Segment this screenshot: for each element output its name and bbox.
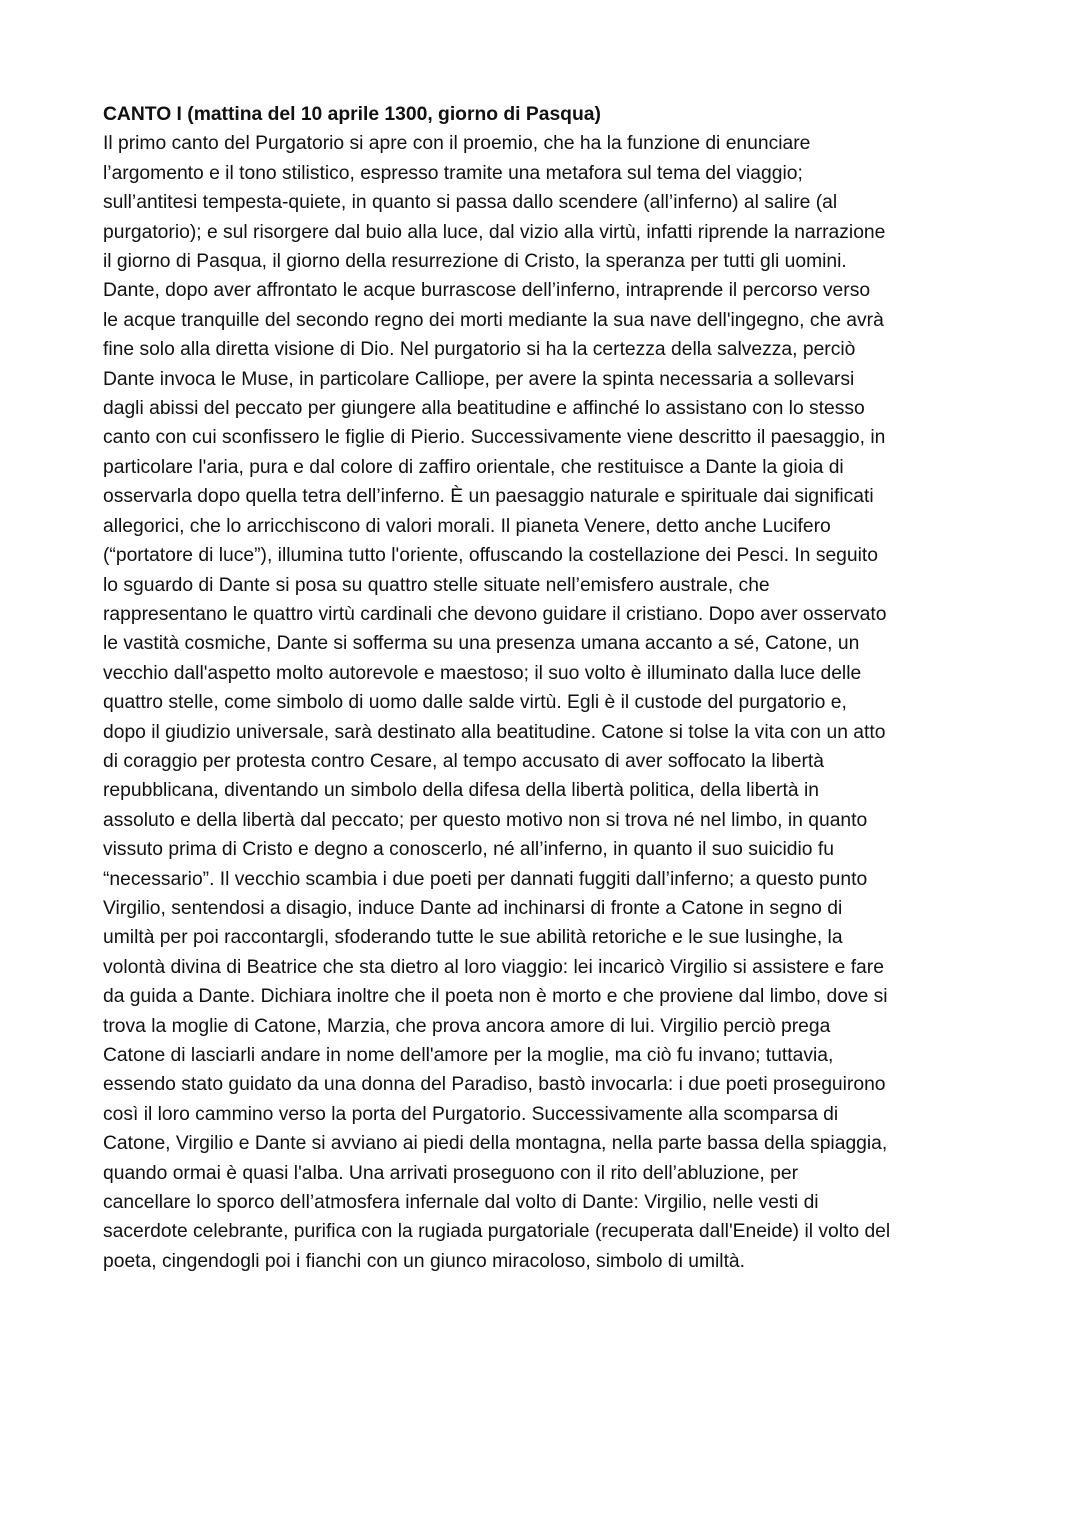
paragraph-line: particolare l'aria, pura e dal colore di zaffiro orientale, che restituisce a Dante la gioia di [103,456,844,478]
paragraph-line: Virgilio, sentendosi a disagio, induce Dante ad inchinarsi di fronte a Catone in segno di [103,897,843,919]
paragraph-line: quattro stelle, come simbolo di uomo dalle salde virtù. Egli è il custode del purgatorio e, [103,692,847,714]
paragraph-line: fine solo alla diretta visione di Dio. Nel purgatorio si ha la certezza della salvezza, perciò [103,339,856,361]
paragraph-line: trova la moglie di Catone, Marzia, che prova ancora amore di lui. Virgilio perciò prega [103,1015,831,1037]
paragraph-line: da guida a Dante. Dichiara inoltre che il poeta non è morto e che proviene dal limbo, dove si [103,986,888,1008]
paragraph-line: poeta, cingendogli poi i fianchi con un giunco miracoloso, simbolo di umiltà. [103,1250,746,1272]
paragraph-line: le acque tranquille del secondo regno dei morti mediante la sua nave dell'ingegno, che avrà [103,309,884,331]
paragraph-line: sull’antitesi tempesta-quiete, in quanto si passa dallo scendere (all’inferno) al salire (al [103,192,838,214]
paragraph-line: vecchio dall'aspetto molto autorevole e maestoso; il suo volto è illuminato dalla luce delle [103,662,862,684]
paragraph-line: Catone, Virgilio e Dante si avviano ai piedi della montagna, nella parte bassa della spiaggia, [103,1133,888,1155]
paragraph-line: di coraggio per protesta contro Cesare, al tempo accusato di aver soffocato la libertà [103,750,824,772]
body-paragraph [103,129,983,1276]
paragraph-line: Dante invoca le Muse, in particolare Calliope, per avere la spinta necessaria a sollevarsi [103,368,855,390]
paragraph-line: rappresentano le quattro virtù cardinali che devono guidare il cristiano. Dopo aver osservato [103,603,887,625]
paragraph-line: così il loro cammino verso la porta del Purgatorio. Successivamente alla scomparsa di [103,1103,839,1125]
paragraph-line: lo sguardo di Dante si posa su quattro stelle situate nell’emisfero australe, che [103,574,770,596]
paragraph-line: canto con cui sconfissero le figlie di Pierio. Successivamente viene descritto il paesaggio, in [103,427,886,449]
paragraph-line: allegorici, che lo arricchiscono di valori morali. Il pianeta Venere, detto anche Lucifero [103,515,831,537]
paragraph-line: dopo il giudizio universale, sarà destinato alla beatitudine. Catone si tolse la vita con un atto [103,721,886,743]
paragraph-line: osservarla dopo quella tetra dell’inferno. È un paesaggio naturale e spirituale dai significati [103,486,874,508]
paragraph-line: umiltà per poi raccontargli, sfoderando tutte le sue abilità retoriche e le sue lusinghe, la [103,927,843,949]
paragraph-line: vissuto prima di Cristo e degno a conoscerlo, né all’inferno, in quanto il suo suicidio fu [103,839,834,861]
paragraph-line: (“portatore di luce”), illumina tutto l'oriente, offuscando la costellazione dei Pesci. In seguito [103,545,878,567]
paragraph-line: sacerdote celebrante, purifica con la rugiada purgatoriale (recuperata dall'Eneide) il volto del [103,1221,891,1243]
paragraph-line: il giorno di Pasqua, il giorno della resurrezione di Cristo, la speranza per tutti gli uomini. [103,251,847,273]
paragraph-line: assoluto e della libertà dal peccato; per questo motivo non si trova né nel limbo, in quanto [103,809,868,831]
paragraph-line: “necessario”. Il vecchio scambia i due poeti per dannati fuggiti dall’inferno; a questo punto [103,868,868,890]
paragraph-line: dagli abissi del peccato per giungere alla beatitudine e affinché lo assistano con lo stesso [103,398,865,420]
paragraph-line: quando ormai è quasi l'alba. Una arrivati proseguono con il rito dell’abluzione, per [103,1162,799,1184]
paragraph-line: repubblicana, diventando un simbolo della difesa della libertà politica, della libertà in [103,780,820,802]
paragraph-line: volontà divina di Beatrice che sta dietro al loro viaggio: lei incaricò Virgilio si assistere e fare [103,956,884,978]
paragraph-line: Il primo canto del Purgatorio si apre con il proemio, che ha la funzione di enunciare [103,133,811,155]
canto-heading: CANTO I (mattina del 10 aprile 1300, giorno di Pasqua) [103,104,601,125]
paragraph-line: le vastità cosmiche, Dante si sofferma su una presenza umana accanto a sé, Catone, un [103,633,860,655]
document-page [103,100,983,1276]
paragraph-line: l’argomento e il tono stilistico, espresso tramite una metafora sul tema del viaggio; [103,162,803,184]
paragraph-line: Dante, dopo aver affrontato le acque burrascose dell’inferno, intraprende il percorso verso [103,280,871,302]
paragraph-line: cancellare lo sporco dell’atmosfera infernale dal volto di Dante: Virgilio, nelle vesti di [103,1192,819,1214]
paragraph-line: essendo stato guidato da una donna del Paradiso, bastò invocarla: i due poeti proseguirono [103,1074,886,1096]
paragraph-line: purgatorio); e sul risorgere dal buio alla luce, dal vizio alla virtù, infatti riprende la narrazione [103,221,886,243]
paragraph-line: Catone di lasciarli andare in nome dell'amore per la moglie, ma ciò fu invano; tuttavia, [103,1045,834,1066]
